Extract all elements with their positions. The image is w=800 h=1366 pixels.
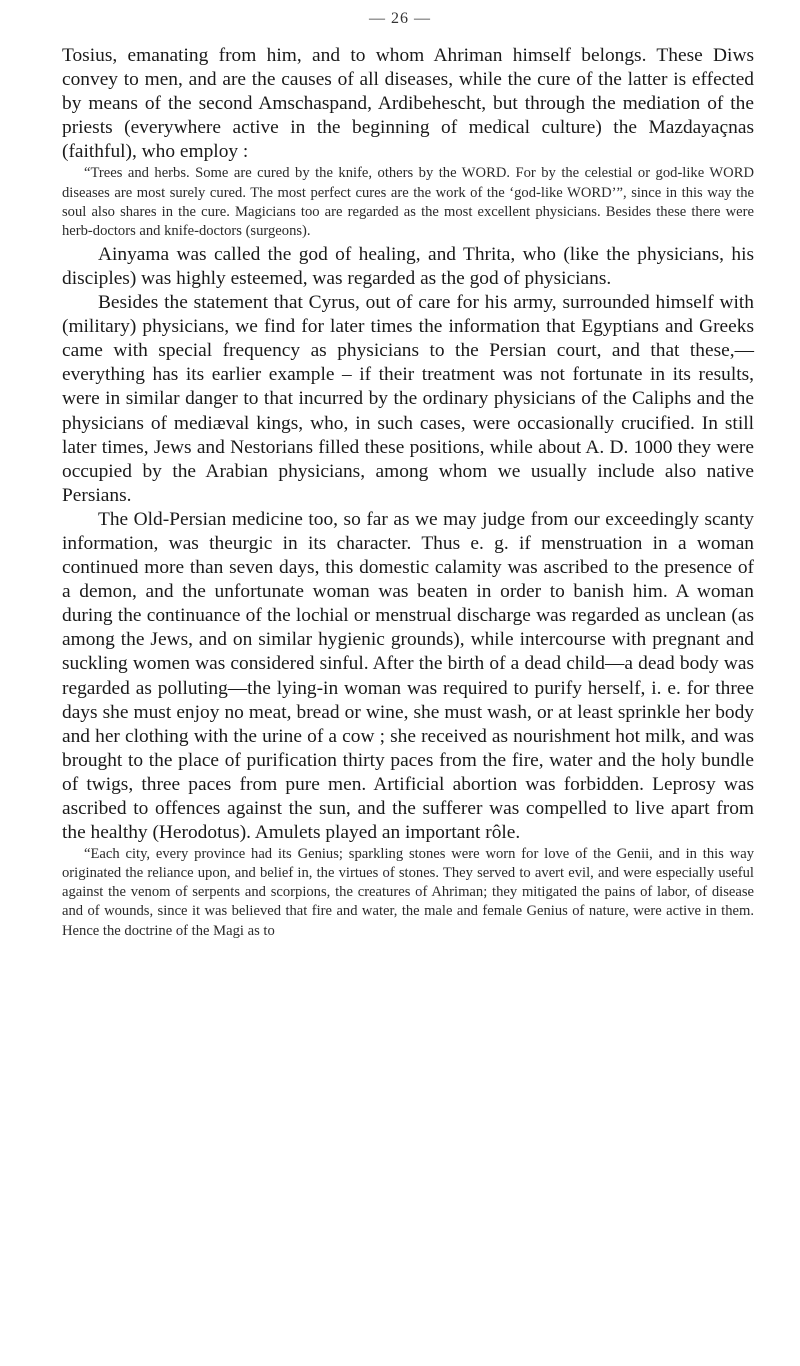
paragraph-old-persian-medicine: The Old-Persian medicine too, so far as we may judge from our exceedingly scanty information, was theurgic in its character. Thus e. g. if menstruation in a woman continued more than seven days, this domestic calamity was ascribed to the presence of a demon, and the unfortunate woman was beaten in order to banish him. A woman during the continuance of the lochial or menstrual discharge was regarded as unclean (as among the Jews, and on similar hygienic grounds), while intercourse with pregnant and suckling women was considered sinful. After the birth of a dead child—a dead body was regarded as polluting—the lying-in woman was required to purify herself, i. e. for three days she must enjoy no meat, bread or wine, she must wash, or at least sprinkle her body and her clothing with the urine of a cow ; she received as nourishment hot milk, and was brought to the place of purification thirty paces from the fire, water and the holy bundle of twigs, three paces from pure men. Artificial abortion was forbidden. Leprosy was ascribed to offences against the sun, and the sufferer was compelled to live apart from the healthy (Herodotus). Amulets played an important rôle. <box>62 508 754 844</box>
paragraph-ainyama: Ainyama was called the god of healing, and Thrita, who (like the physicians, his disciples) was highly esteemed, was regarded as the god of physicians. <box>62 243 754 289</box>
quotation-genius-stones: “Each city, every province had its Genius; sparkling stones were worn for love of the Genii, and in this way originated the reliance upon, and belief in, the virtues of stones. They served to avert evil, and were especially useful against the venom of serpents and scorpions, the creatures of Ahriman; they mitigated the pains of labor, of disease and of wounds, since it was believed that fire and water, the male and female Genius of nature, were active in them. Hence the doctrine of the Magi as to <box>62 846 754 939</box>
paragraph-diws: Tosius, emanating from him, and to whom Ahriman himself belongs. These Diws convey to men, and are the causes of all diseases, while the cure of the latter is effected by means of the second Amschaspand, Ardibehescht, but through the mediation of the priests (everywhere active in the beginning of medical culture) the Mazdayaçnas (faithful), who employ : <box>62 45 754 163</box>
quotation-trees-and-herbs: “Trees and herbs. Some are cured by the knife, others by the WORD. For by the celestial or god-like WORD diseases are most surely cured. The most perfect cures are the work of the ‘god-like WORD’”, since in this way the soul also shares in the cure. Magicians too are regarded as the most excellent physicians. Besides these there were herb-doctors and knife-doctors (surgeons). <box>62 165 754 239</box>
paragraph-cyrus-physicians: Besides the statement that Cyrus, out of care for his army, surrounded himself with (military) physicians, we find for later times the information that Egyptians and Greeks came with special frequency as physicians to the Persian court, and that these,—everything has its earlier example – if their treatment was not fortunate in its results, were in similar danger to that incurred by the ordinary physicians of the Caliphs and the physicians of mediæval kings, who, in such cases, were occasionally crucified. In still later times, Jews and Nestorians filled these positions, while about A. D. 1000 they were occupied by the Arabian physicians, among whom we usually include also native Persians. <box>62 292 754 506</box>
page-number: — 26 — <box>369 10 431 27</box>
page-body <box>62 44 754 941</box>
